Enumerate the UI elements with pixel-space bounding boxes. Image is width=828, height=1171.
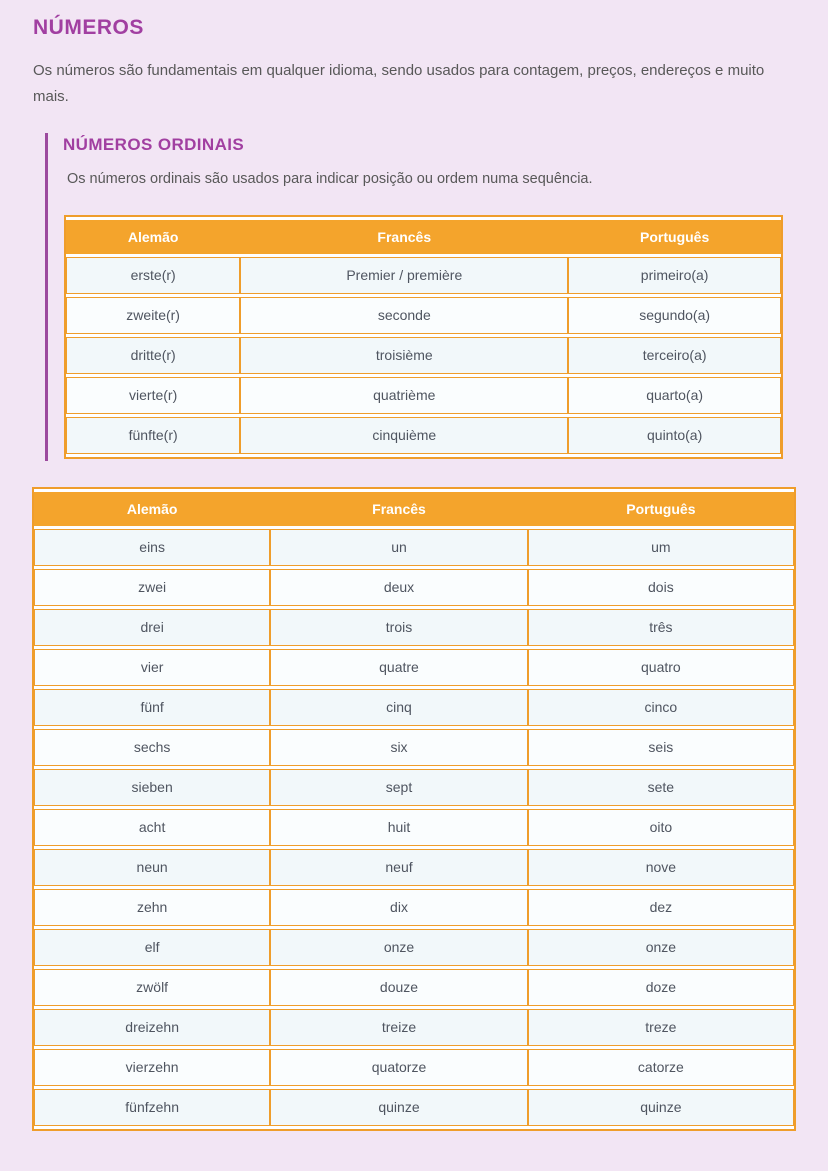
- table-cell: douze: [270, 969, 527, 1006]
- table-body: [34, 529, 794, 1126]
- table-cell: catorze: [528, 1049, 794, 1086]
- table-cell: trois: [270, 609, 527, 646]
- table-cell: quatrième: [240, 377, 568, 414]
- table-row: [34, 929, 794, 966]
- table-row: [66, 377, 781, 414]
- table-cell: drei: [34, 609, 270, 646]
- table-body: [66, 257, 781, 454]
- table-cell: vierte(r): [66, 377, 240, 414]
- table-row: [34, 529, 794, 566]
- intro-paragraph: Os números são fundamentais em qualquer idioma, sendo usados para contagem, preços, endereços e muito mais.: [33, 62, 765, 106]
- table-cell: erste(r): [66, 257, 240, 294]
- table-header-cell: Francês: [270, 492, 527, 526]
- table-cell: Premier / première: [240, 257, 568, 294]
- table-row: [66, 297, 781, 334]
- table-row: [34, 1089, 794, 1126]
- table-cell: dix: [270, 889, 527, 926]
- table-header-row: [66, 220, 781, 254]
- table-cell: zwölf: [34, 969, 270, 1006]
- table-cell: zehn: [34, 889, 270, 926]
- table-row: [66, 417, 781, 454]
- ordinal-numbers-section: [45, 133, 796, 461]
- table-cell: onze: [270, 929, 527, 966]
- table-cell: zwei: [34, 569, 270, 606]
- table-cell: quatre: [270, 649, 527, 686]
- table-cell: três: [528, 609, 794, 646]
- table-cell: zweite(r): [66, 297, 240, 334]
- table-row: [34, 849, 794, 886]
- table-cell: eins: [34, 529, 270, 566]
- table-cell: primeiro(a): [568, 257, 781, 294]
- table-row: [34, 809, 794, 846]
- table-header-cell: Alemão: [34, 492, 270, 526]
- table-row: [34, 1009, 794, 1046]
- table-row: [34, 889, 794, 926]
- table-cell: un: [270, 529, 527, 566]
- table-cell: doze: [528, 969, 794, 1006]
- table-cell: cinquième: [240, 417, 568, 454]
- table-header-cell: Português: [568, 220, 781, 254]
- ordinal-table: [64, 215, 783, 459]
- table-cell: segundo(a): [568, 297, 781, 334]
- table-cell: dritte(r): [66, 337, 240, 374]
- section-title: NÚMEROS ORDINAIS: [63, 134, 245, 154]
- table-cell: dois: [528, 569, 794, 606]
- section-description: Os números ordinais são usados para indicar posição ou ordem numa sequência.: [67, 170, 593, 187]
- table-cell: cinco: [528, 689, 794, 726]
- table-row: [34, 969, 794, 1006]
- table-row: [66, 257, 781, 294]
- table-header-row: [34, 492, 794, 526]
- table-cell: vierzehn: [34, 1049, 270, 1086]
- table-cell: quinze: [528, 1089, 794, 1126]
- table-row: [34, 689, 794, 726]
- table-cell: quatorze: [270, 1049, 527, 1086]
- table-cell: quinto(a): [568, 417, 781, 454]
- page-title: NÚMEROS: [33, 16, 144, 39]
- table-cell: dez: [528, 889, 794, 926]
- table-row: [34, 729, 794, 766]
- table-header-cell: Português: [528, 492, 794, 526]
- table-cell: quinze: [270, 1089, 527, 1126]
- table-head: [34, 492, 794, 526]
- table-cell: quatro: [528, 649, 794, 686]
- table-cell: fünf: [34, 689, 270, 726]
- table-cell: dreizehn: [34, 1009, 270, 1046]
- table-row: [34, 649, 794, 686]
- table-cell: sechs: [34, 729, 270, 766]
- table-head: [66, 220, 781, 254]
- table-cell: onze: [528, 929, 794, 966]
- table-cell: acht: [34, 809, 270, 846]
- table-cell: oito: [528, 809, 794, 846]
- cardinal-table: [32, 487, 796, 1131]
- table-cell: sieben: [34, 769, 270, 806]
- table-cell: fünfte(r): [66, 417, 240, 454]
- table-row: [34, 609, 794, 646]
- table-row: [66, 337, 781, 374]
- table-cell: seconde: [240, 297, 568, 334]
- table-cell: neun: [34, 849, 270, 886]
- table-cell: nove: [528, 849, 794, 886]
- table-cell: huit: [270, 809, 527, 846]
- table-row: [34, 1049, 794, 1086]
- table-header-cell: Francês: [240, 220, 568, 254]
- table-cell: treze: [528, 1009, 794, 1046]
- table-cell: quarto(a): [568, 377, 781, 414]
- table-cell: um: [528, 529, 794, 566]
- table-row: [34, 569, 794, 606]
- table-cell: seis: [528, 729, 794, 766]
- table-cell: elf: [34, 929, 270, 966]
- table-cell: terceiro(a): [568, 337, 781, 374]
- table-cell: fünfzehn: [34, 1089, 270, 1126]
- table-cell: six: [270, 729, 527, 766]
- table-cell: vier: [34, 649, 270, 686]
- table-cell: deux: [270, 569, 527, 606]
- table-cell: sete: [528, 769, 794, 806]
- table-row: [34, 769, 794, 806]
- table-cell: troisième: [240, 337, 568, 374]
- table-cell: treize: [270, 1009, 527, 1046]
- table-cell: neuf: [270, 849, 527, 886]
- table-cell: cinq: [270, 689, 527, 726]
- table-cell: sept: [270, 769, 527, 806]
- table-header-cell: Alemão: [66, 220, 240, 254]
